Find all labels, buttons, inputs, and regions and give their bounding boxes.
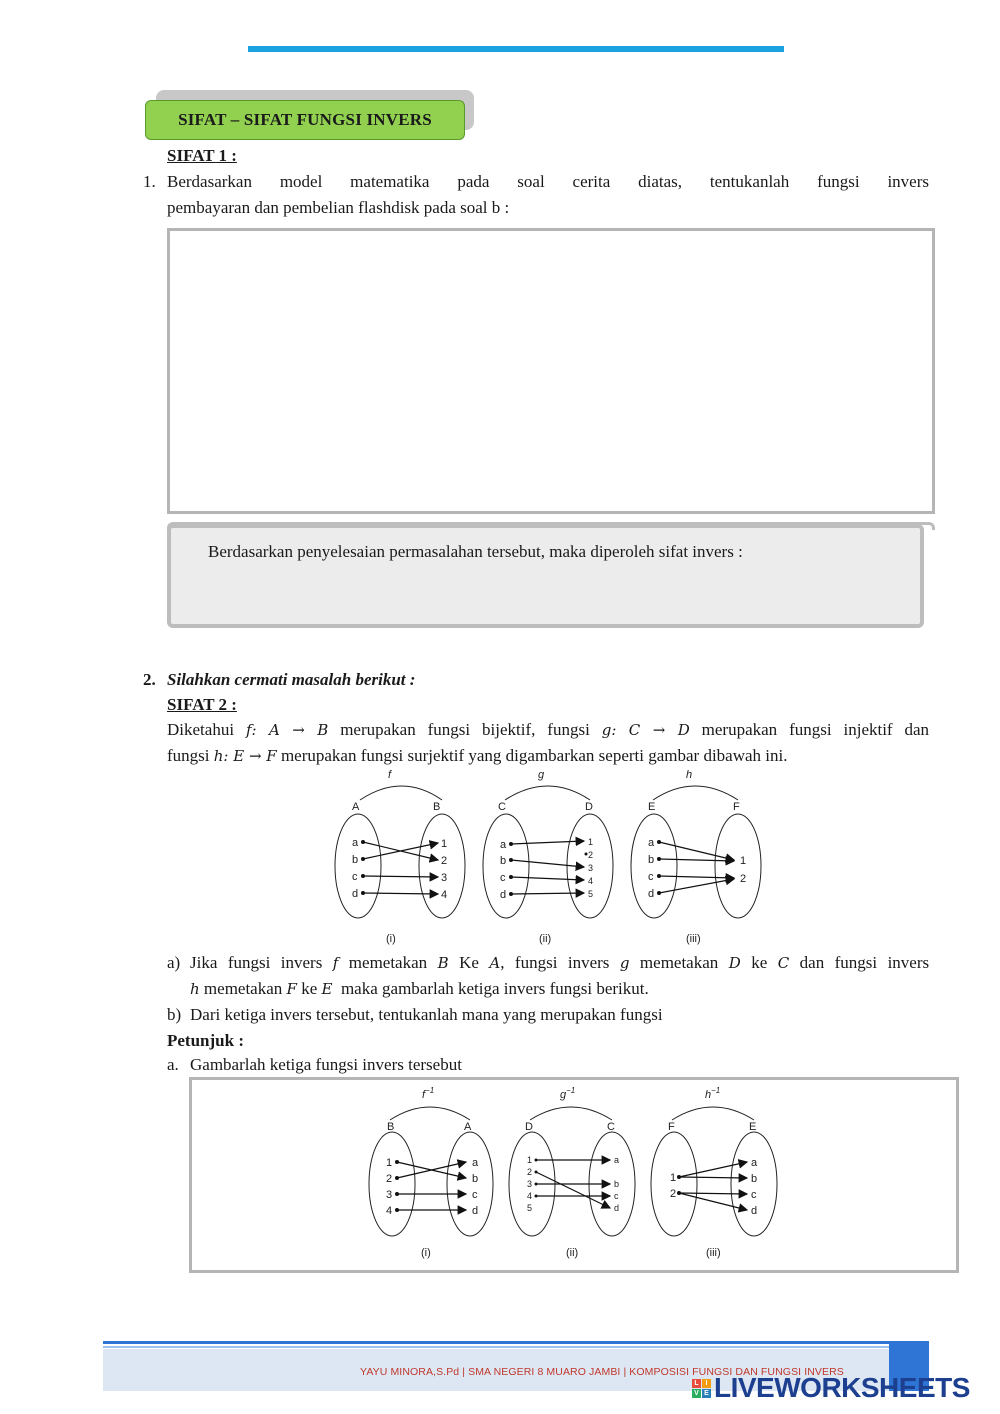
qa-t10: maka gambarlah ketiga invers fungsi berikut. [340, 979, 649, 998]
q2-title: Silahkan cermati masalah berikut : [167, 670, 416, 689]
finv-arc [390, 1107, 470, 1120]
logo-letter-l: L [692, 1379, 701, 1388]
hinv-left-1: 1 [670, 1172, 677, 1184]
ginv-left-4: 4 [527, 1191, 533, 1201]
mapping-diagram-inverses [360, 1080, 810, 1266]
finv-left-1: 1 [386, 1157, 393, 1169]
hint-title: Petunjuk : [167, 1031, 244, 1050]
footer-text: YAYU MINORA,S.Pd | SMA NEGERI 8 MUARO JAMBI | KOMPOSISI FUNGSI DAN FUNGSI INVERS [360, 1366, 844, 1378]
qa-v3: A [489, 954, 501, 972]
f-arrow-d-4 [363, 893, 438, 894]
logo-letter-v: V [692, 1389, 701, 1398]
hint-a-text: Gambarlah ketiga fungsi invers tersebut [190, 1055, 462, 1074]
g-right-3: 3 [588, 863, 594, 873]
hinv-arrow-2-c [679, 1193, 747, 1194]
finv-right-c: c [472, 1189, 478, 1201]
h-left-b: b [648, 854, 655, 866]
g-left-a: a [500, 839, 507, 851]
liveworksheets-logo[interactable] [692, 1374, 970, 1402]
label-g: g [538, 769, 545, 781]
h-mapping: h: E → F [213, 747, 277, 765]
h-left-a: a [648, 837, 655, 849]
q2-line1 [167, 717, 929, 743]
f-right-2: 2 [441, 855, 448, 867]
q2-line2-a: fungsi [167, 746, 210, 765]
f-arc [360, 786, 442, 800]
logo-letter-i: I [702, 1379, 711, 1388]
hinv-arrow-2-d [679, 1193, 747, 1210]
qa-line2 [190, 976, 649, 1002]
f-mapping: f: A → B [245, 721, 329, 739]
top-decorative-bar [248, 46, 784, 52]
q2-line1-a: Diketahui [167, 720, 235, 739]
f-left-a: a [352, 837, 359, 849]
hinv-left-2: 2 [670, 1188, 677, 1200]
g-mapping: g: C → D [601, 721, 690, 739]
logo-grid-icon [692, 1379, 711, 1398]
conclusion-box[interactable] [167, 524, 924, 628]
set-a-oval [335, 814, 381, 918]
hinv-right-d: d [751, 1205, 758, 1217]
sifat2-heading: SIFAT 2 : [167, 695, 237, 714]
g-left-c: c [500, 872, 506, 884]
hinv-right-b: b [751, 1173, 758, 1185]
ginv-left-1: 1 [527, 1155, 533, 1165]
g-right-5: 5 [588, 889, 594, 899]
hinv-arc [672, 1107, 754, 1120]
ginv-left-5: 5 [527, 1203, 533, 1213]
label-inv-set-e: E [749, 1121, 757, 1133]
qb-text: Dari ketiga invers tersebut, tentukanlah mana yang merupakan fungsi [190, 1005, 663, 1024]
sifat1-line1: Berdasarkan model matematika pada soal cerita diatas, tentukanlah fungsi invers [167, 172, 929, 191]
label-inv-set-f: F [668, 1121, 675, 1133]
ginv-left-2: 2 [527, 1167, 533, 1177]
qa-v1: f [332, 954, 339, 972]
qa-v8: F [286, 980, 297, 998]
q2-line1-b: merupakan fungsi bijektif, fungsi [340, 720, 590, 739]
inv-caption-iii: (iii) [706, 1247, 721, 1259]
mapping-diagram-fgh [320, 764, 770, 950]
hint-a-label: a. [167, 1055, 179, 1074]
qa-v4: g [619, 954, 630, 972]
q2-line1-c: merupakan fungsi injektif dan [701, 720, 930, 739]
f-left-d: d [352, 888, 359, 900]
f-arrow-c-3 [363, 876, 438, 877]
footer-line-light [103, 1346, 929, 1348]
label-h: h [686, 769, 693, 781]
ginv-left-3: 3 [527, 1179, 533, 1189]
qa-t4: , fungsi invers [500, 953, 610, 972]
g-arrow-b-3 [511, 860, 584, 867]
label-set-e: E [648, 801, 656, 813]
footer-line [103, 1341, 929, 1344]
ginv-right-c: c [614, 1191, 619, 1201]
logo-text: LIVEWORKSHEETS [714, 1372, 970, 1403]
sifat1-line2: pembayaran dan pembelian flashdisk pada soal b : [167, 198, 510, 217]
g-right-4: 4 [588, 876, 594, 886]
h-right-2: 2 [740, 873, 747, 885]
label-inv-set-a: A [464, 1121, 472, 1133]
f-left-b: b [352, 854, 359, 866]
qa-t8: memetakan [203, 979, 283, 998]
inv-caption-i: (i) [421, 1247, 431, 1259]
ginv-right-b: b [614, 1179, 620, 1189]
label-hinv: $h^{-1}$ [705, 1086, 721, 1101]
sifat1-number: 1. [143, 172, 156, 191]
f-right-3: 3 [441, 872, 448, 884]
g-arrow-d-5 [511, 893, 584, 894]
sifat1-heading: SIFAT 1 : [167, 146, 237, 165]
hinv-right-a: a [751, 1157, 758, 1169]
section-title [145, 100, 465, 140]
set-f-oval [715, 814, 761, 918]
g-left-d: d [500, 889, 507, 901]
ginv-right-a: a [614, 1155, 620, 1165]
h-left-d: d [648, 888, 655, 900]
qa-t3: Ke [459, 953, 479, 972]
label-ginv: $g^{-1}$ [560, 1086, 576, 1101]
qa-v7: h [190, 980, 200, 998]
h-arrow-c-2 [659, 876, 734, 878]
qa-t1: Jika fungsi invers [190, 953, 323, 972]
label-set-a: A [352, 801, 360, 813]
caption-i: (i) [386, 933, 396, 945]
label-set-f: F [733, 801, 740, 813]
qa-t7: dan fungsi invers [799, 953, 930, 972]
f-right-1: 1 [441, 838, 448, 850]
set-f-inv-oval [651, 1132, 697, 1236]
finv-left-2: 2 [386, 1173, 393, 1185]
q2-number: 2. [143, 670, 156, 689]
h-arrow-a-1 [659, 842, 734, 860]
h-arc [653, 786, 738, 800]
g-arc [505, 786, 590, 800]
ginv-arrow-2-d [536, 1172, 610, 1208]
qa-t5: memetakan [639, 953, 719, 972]
qa-v5: D [728, 954, 741, 972]
g-arrow-a-1 [511, 841, 584, 844]
label-f: f [388, 769, 392, 781]
answer-box-sifat1[interactable] [167, 228, 935, 514]
h-arrow-b-1 [659, 859, 734, 861]
caption-iii: (iii) [686, 933, 701, 945]
h-right-1: 1 [740, 855, 747, 867]
f-right-4: 4 [441, 889, 448, 901]
finv-right-a: a [472, 1157, 479, 1169]
g-right-1: 1 [588, 837, 594, 847]
inv-caption-ii: (ii) [566, 1247, 579, 1259]
q2-line2-b: merupakan fungsi surjektif yang digambarkan seperti gambar dibawah ini. [280, 746, 788, 765]
hinv-arrow-1-a [679, 1162, 747, 1177]
qa-line1 [190, 950, 929, 976]
caption-ii: (ii) [539, 933, 552, 945]
f-arrow-b-1 [363, 843, 438, 859]
hinv-right-c: c [751, 1189, 757, 1201]
qa-v9: E [321, 980, 333, 998]
qa-label: a) [167, 953, 181, 972]
ginv-right-d: d [614, 1203, 620, 1213]
label-inv-set-b: B [387, 1121, 395, 1133]
label-inv-set-c: C [607, 1121, 615, 1133]
label-set-c: C [498, 801, 506, 813]
finv-right-d: d [472, 1205, 479, 1217]
qa-v2: B [437, 954, 449, 972]
qa-t2: memetakan [348, 953, 428, 972]
section-title-text: SIFAT – SIFAT FUNGSI INVERS [178, 110, 432, 129]
g-left-b: b [500, 855, 507, 867]
label-set-b: B [433, 801, 441, 813]
qa-t9: ke [301, 979, 318, 998]
logo-letter-e: E [702, 1389, 711, 1398]
finv-right-b: b [472, 1173, 479, 1185]
ginv-arc [530, 1107, 612, 1120]
hinv-arrow-1-b [679, 1177, 747, 1178]
set-a-inv-oval [447, 1132, 493, 1236]
f-left-c: c [352, 871, 358, 883]
qa-v6: C [777, 954, 790, 972]
g-right-2: 2 [588, 850, 594, 860]
finv-left-4: 4 [386, 1205, 393, 1217]
h-left-c: c [648, 871, 654, 883]
qa-t6: ke [751, 953, 768, 972]
label-inv-set-d: D [525, 1121, 533, 1133]
label-set-d: D [585, 801, 593, 813]
qb-label: b) [167, 1005, 182, 1024]
h-arrow-d-2 [659, 879, 734, 893]
finv-left-3: 3 [386, 1189, 393, 1201]
conclusion-text: Berdasarkan penyelesaian permasalahan tersebut, maka diperoleh sifat invers : [208, 542, 743, 561]
label-finv: $f^{-1}$ [422, 1086, 435, 1101]
set-e-oval [631, 814, 677, 918]
g-arrow-c-4 [511, 877, 584, 880]
